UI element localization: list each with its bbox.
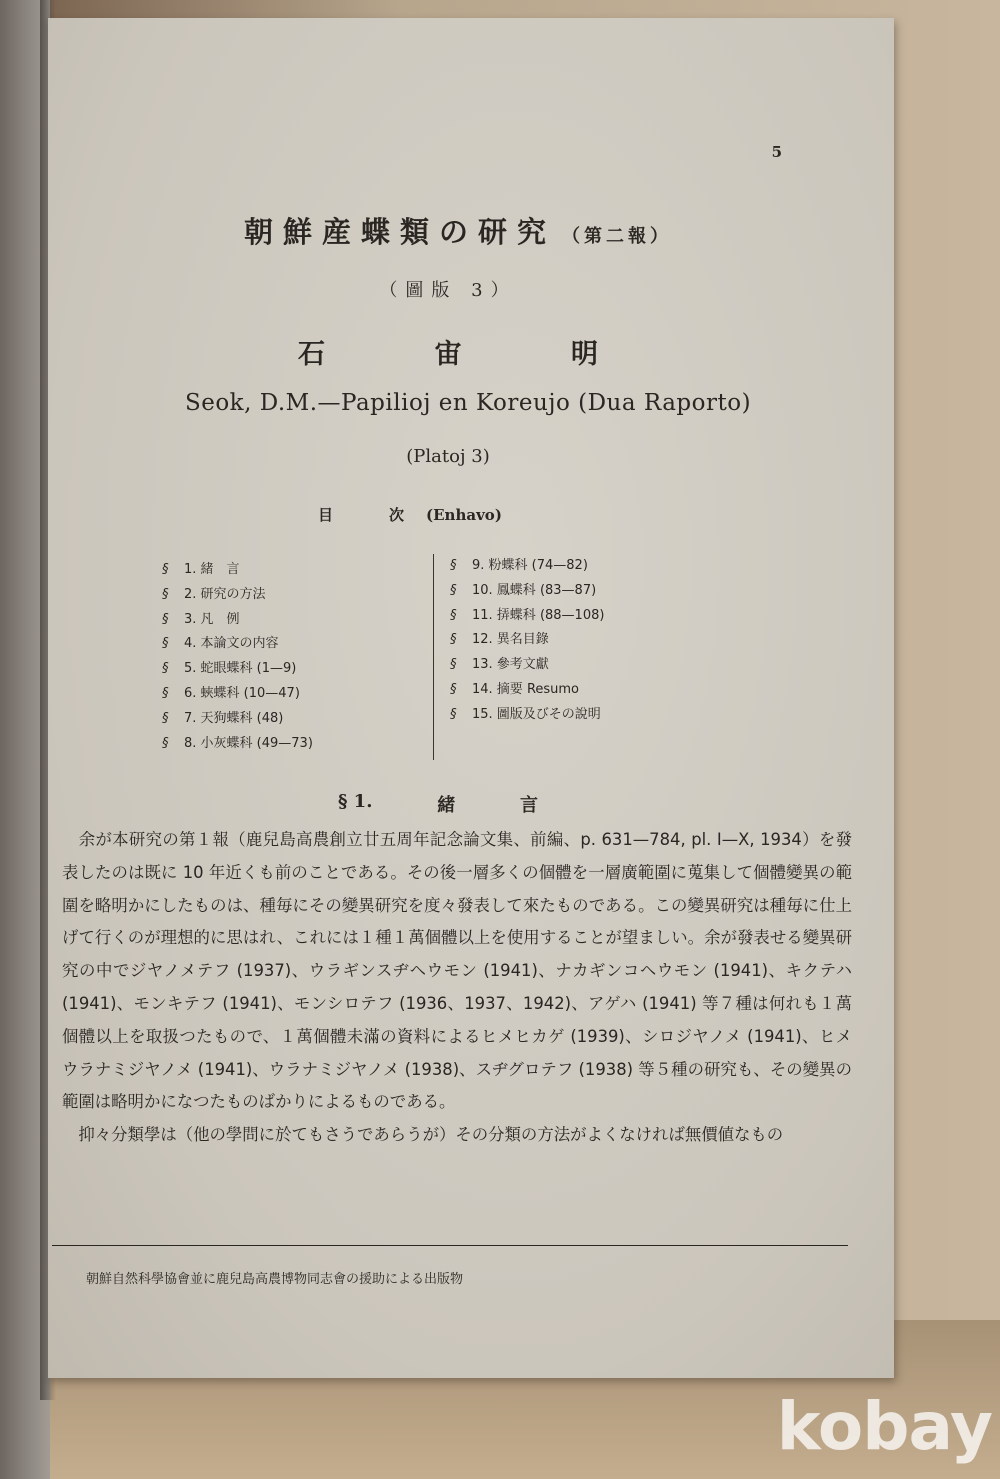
toc-item-label: 11. 挵蝶科 (88—108) [472, 607, 605, 623]
toc-item-label: 13. 參考文獻 [472, 657, 549, 673]
toc-item-label: 4. 本論文の内容 [184, 636, 279, 652]
footnote-rule [52, 1245, 848, 1246]
section-mark: § [450, 657, 457, 673]
watermark: kobay [776, 1388, 992, 1465]
toc-right-column [450, 554, 750, 728]
section-mark: § [450, 607, 457, 623]
toc-heading-1: 目 [318, 506, 334, 524]
toc-item [162, 732, 442, 757]
toc-item [450, 703, 750, 728]
toc-item [162, 583, 442, 608]
toc-item-label: 10. 鳳蝶科 (83—87) [472, 582, 597, 598]
toc-item [162, 682, 442, 707]
section-title-1: 緒 [437, 795, 456, 816]
section-mark: § [162, 562, 169, 577]
title-suffix: （第二報） [562, 226, 672, 247]
body-text [62, 824, 852, 1152]
section-mark: § [450, 632, 457, 648]
toc-item [450, 678, 750, 703]
section-mark: § [450, 681, 457, 697]
toc-item-label: 7. 天狗蝶科 (48) [184, 710, 284, 726]
toc-left-column [162, 558, 442, 756]
toc-item-label: 3. 凡 例 [184, 611, 240, 627]
plate-note-en: (Platoj 3) [406, 446, 490, 467]
page-number: 5 [771, 143, 782, 161]
toc-item-label: 9. 粉蝶科 (74—82) [472, 558, 588, 573]
toc-item [450, 604, 750, 629]
toc-item [450, 653, 750, 678]
toc-heading [318, 504, 718, 525]
toc-heading-en: (Enhavo) [426, 506, 502, 524]
section-mark: § [162, 586, 169, 602]
section-heading [338, 791, 538, 817]
author-char: 明 [571, 339, 598, 370]
toc-item-label: 5. 蛇眼蝶科 (1—9) [184, 661, 297, 677]
toc-item [162, 608, 442, 633]
toc-item-label: 12. 異名目錄 [472, 632, 549, 648]
section-mark: § [450, 582, 457, 598]
toc-item [450, 579, 750, 604]
author-char: 石 [298, 339, 325, 370]
section-mark: § [450, 706, 457, 722]
toc-divider [433, 554, 434, 760]
toc-item [162, 558, 442, 583]
section-mark: § [162, 611, 169, 627]
section-mark: § [162, 685, 169, 701]
toc-item-label: 8. 小灰蝶科 (49—73) [184, 735, 313, 751]
paragraph: 抑々分類學は（他の學問に於てもさうであらうが）その分類の方法がよくなければ無價値なもの [62, 1125, 784, 1145]
book-page [48, 18, 894, 1378]
section-mark: § [162, 710, 169, 726]
section-title-2: 言 [519, 795, 538, 816]
toc-item-label: 15. 圖版及びその說明 [472, 706, 601, 722]
paragraph: 余が本研究の第１報（鹿兒島高農創立廿五周年記念論文集、前編、p. 631—784, pl. I—X, 1934）を發表したのは既に 10 年近くも前のことである。その後一層多くの個體を一層廣範圍に蒐集して個體變異の範圍を略明かにしたものは、種毎にその變異研究を度々發表して來たものである。この變異研究は種毎に仕上げて行くのが理想的に思はれ、これには１種１萬個體以上を使用することが望ましい。余が發表せる變異研究の中でジヤノメテフ (1937)、ウラギンスヂヘウモン (1941)、ナカギンコヘウモン (1941)、キクテハ (1941)、モンキテフ (1941)、モンシロテフ (1936、1937、1942)、アゲハ (1941) 等７種は何れも１萬個體以上を取扱つたもので、１萬個體未滿の資料によるヒメヒカゲ (1939)、シロジヤノメ (1941)、ヒメウラナミジヤノメ (1941)、ウラナミジヤノメ (1938)、スヂグロテフ (1938) 等５種の研究も、その變異の範圍は略明かになつたものばかりによるものである。 [62, 830, 852, 1112]
toc-item-label: 1. 緒 言 [184, 562, 240, 577]
section-mark: § [162, 636, 169, 652]
toc-item-label: 2. 研究の方法 [184, 586, 266, 602]
toc-heading-2: 次 [389, 506, 405, 524]
section-mark: § [162, 661, 169, 677]
section-number: § 1. [338, 791, 373, 812]
title-main: 朝鮮産蝶類の研究 [243, 215, 556, 249]
toc-item [162, 657, 442, 682]
author-jp [298, 332, 598, 371]
toc-item-label: 14. 摘要 Resumo [472, 681, 580, 697]
page-title [178, 210, 738, 251]
author-en-title: Seok, D.M.—Papilioj en Koreujo (Dua Raporto) [184, 390, 752, 416]
section-mark: § [162, 735, 169, 751]
toc-item-label: 6. 蛺蝶科 (10—47) [184, 685, 300, 701]
section-mark: § [450, 558, 457, 573]
toc-item [450, 554, 750, 579]
author-char: 宙 [434, 339, 462, 370]
toc-item [450, 628, 750, 653]
toc-item [162, 707, 442, 732]
footnote: 朝鮮自然科學協會並に鹿兒島高農博物同志會の援助による出版物 [86, 1272, 464, 1287]
toc-item [162, 632, 442, 657]
plate-note-jp: （圖版 3） [379, 280, 517, 301]
